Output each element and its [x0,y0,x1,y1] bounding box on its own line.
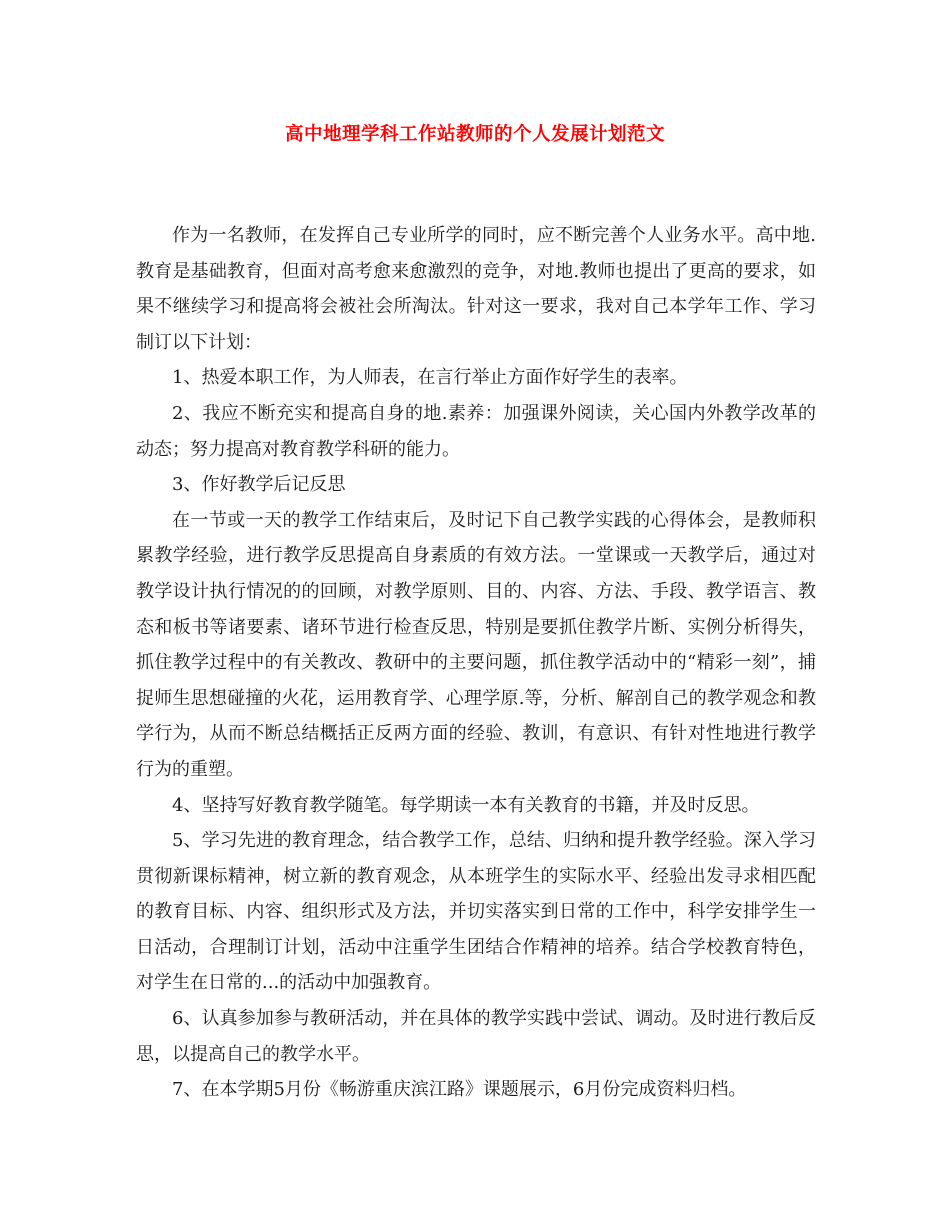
document-title: 高中地理学科工作站教师的个人发展计划范文 [284,124,665,145]
paragraph-intro: 作为一名教师，在发挥自己专业所学的同时，应不断完善个人业务水平。高中地.教育是基础教育，但面对高考愈来愈激烈的竞争，对地.教师也提出了更高的要求，如果不继续学习和提高将会被社会所淘汰。针对这一要求，我对自己本学年工作、学习制订以下计划： [136,225,816,353]
paragraph-item-6: 6、认真参加参与教研活动，并在具体的教学实践中尝试、调动。及时进行教后反思，以提高自己的教学水平。 [136,1008,816,1065]
paragraph-item-5: 5、学习先进的教育理念，结合教学工作，总结、归纳和提升教学经验。深入学习贯彻新课标精神，树立新的教育观念，从本班学生的实际水平、经验出发寻求相匹配的教育目标、内容、组织形式及方法，并切实落实到日常的工作中，科学安排学生一日活动，合理制订计划，活动中注重学生团结合作精神的培养。结合学校教育特色，对学生在日常的...的活动中加强教育。 [136,830,816,994]
paragraph-item-2: 2、我应不断充实和提高自身的地.素养：加强课外阅读，关心国内外教学改革的动态；努力提高对教育教学科研的能力。 [136,402,816,460]
paragraph-item-7: 7、在本学期5月份《畅游重庆滨江路》课题展示，6月份完成资料归档。 [172,1079,747,1101]
paragraph-item-3: 3、作好教学后记反思 [172,474,346,496]
paragraph-item-1: 1、热爱本职工作，为人师表，在言行举止方面作好学生的表率。 [172,367,688,389]
paragraph-reflection-detail: 在一节或一天的教学工作结束后，及时记下自己教学实践的心得体会，是教师积累教学经验，进行教学反思提高自身素质的有效方法。一堂课或一天教学后，通过对教学设计执行情况的的回顾，对教学原则、目的、内容、方法、手段、教学语言、教态和板书等诸要素、诸环节进行检查反思，特别是要抓住教学片断、实例分析得失，抓住教学过程中的有关教改、教研中的主要问题，抓住教学活动中的“精彩一刻”，捕捉师生思想碰撞的火花，运用教育学、心理学原.等，分析、解剖自己的教学观念和教学行为，从而不断总结概括正反两方面的经验、教训，有意识、有针对性地进行教学行为的重塑。 [136,509,816,780]
document-body [136,218,816,1108]
paragraph-item-4: 4、坚持写好教育教学随笔。每学期读一本有关教育的书籍，并及时反思。 [172,794,760,816]
